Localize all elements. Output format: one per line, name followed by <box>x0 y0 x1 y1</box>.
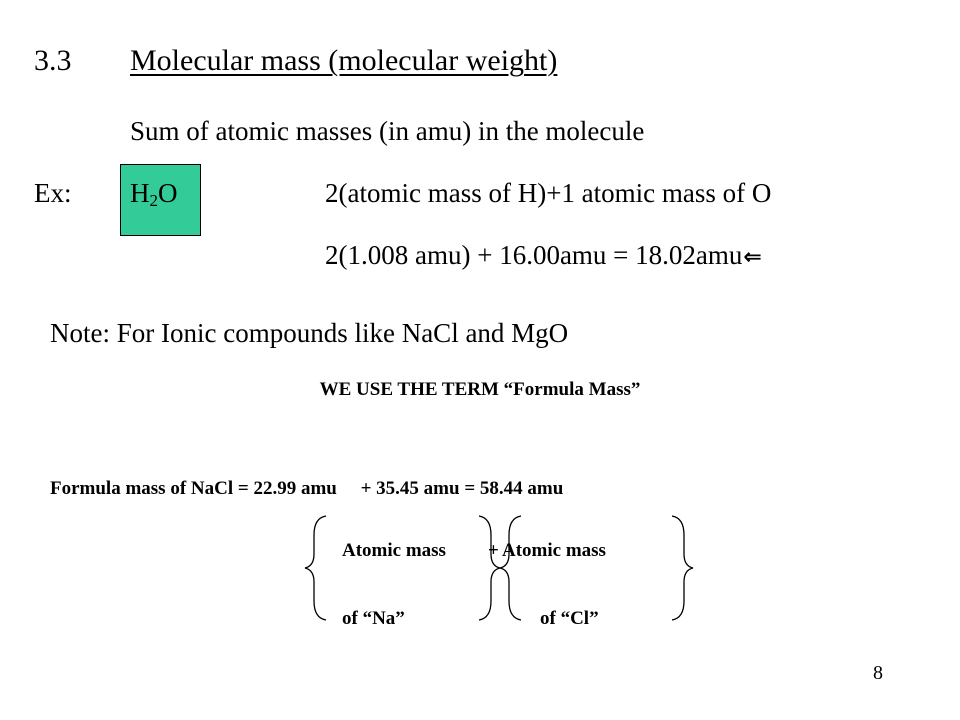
formula-subscript: 2 <box>149 191 158 210</box>
formula-base: H <box>130 178 150 208</box>
na-element-label: of “Na” <box>342 608 405 629</box>
note-text: Note: For Ionic compounds like NaCl and MgO <box>50 318 569 348</box>
example-line-2-text: 2(1.008 amu) + 16.00amu = 18.02amu <box>325 240 743 270</box>
section-title: Molecular mass (molecular weight) <box>130 44 558 77</box>
formula-end: O <box>158 178 178 208</box>
plus-sign: + <box>488 540 499 561</box>
example-label: Ex: <box>34 178 72 208</box>
page-number: 8 <box>873 662 883 684</box>
na-atomic-mass-label: Atomic mass <box>342 540 446 561</box>
section-number: 3.3 <box>34 44 72 77</box>
right-brace-cl <box>672 516 693 620</box>
left-arrow-icon: ⇐ <box>743 245 762 270</box>
formula-mass-line: Formula mass of NaCl = 22.99 amu + 35.45 amu = 58.44 amu <box>50 478 564 499</box>
left-brace-na <box>305 516 326 620</box>
left-brace-cl <box>500 516 521 620</box>
right-brace-na <box>479 516 500 620</box>
cl-element-label: of “Cl” <box>540 608 599 629</box>
cl-atomic-mass-label: Atomic mass <box>502 540 606 561</box>
example-line-1: 2(atomic mass of H)+1 atomic mass of O <box>325 178 772 208</box>
term-heading: WE USE THE TERM “Formula Mass” <box>319 379 641 400</box>
definition-text: Sum of atomic masses (in amu) in the molecule <box>130 116 645 146</box>
